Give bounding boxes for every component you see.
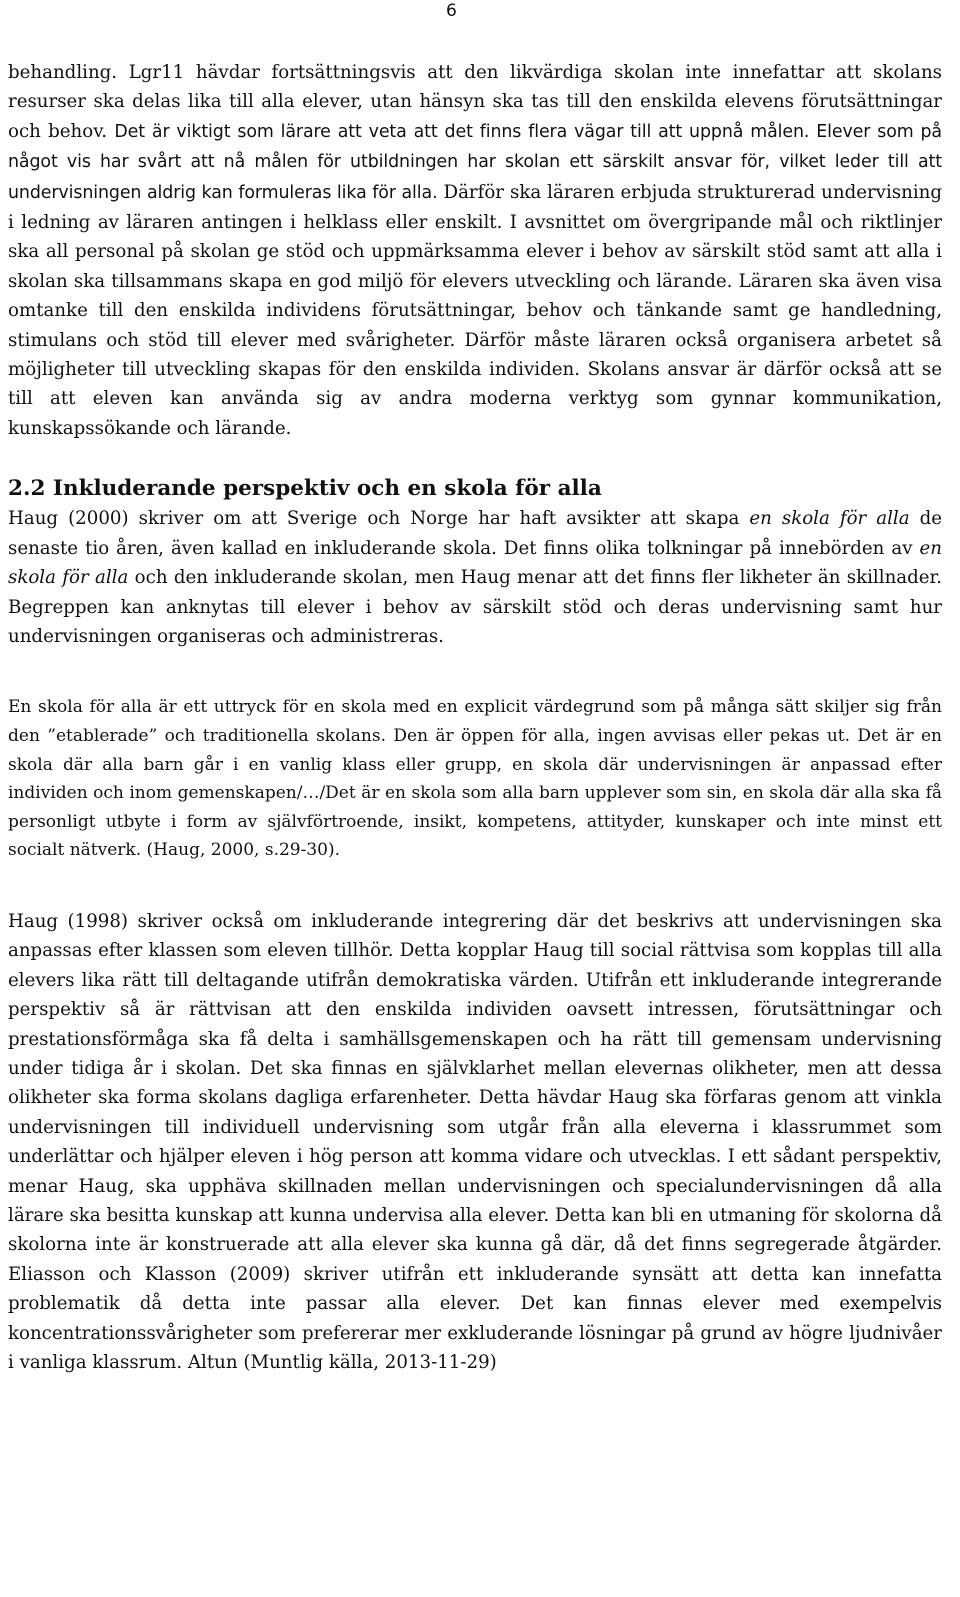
paragraph-haug-2000 (8, 504, 942, 651)
paragraph-1-sentence-1: behandling. Lgr11 hävdar fortsättningsvis att den likvärdiga skolan inte innefattar att skolans resurser ska delas lika till alla elever, utan hänsyn ska tas till den enskilda elevens förutsättningar och behov. (8, 62, 942, 142)
paragraph-1-sans-passage: Det är viktigt som lärare att veta att det finns flera vägar till att uppnå målen. Elever som på något vis har svårt att nå målen för utbildningen har skolan ett särskilt ansvar för, vilket leder till att undervisningen aldrig kan formuleras lika för alla. (8, 121, 942, 203)
paragraph-2-text-1: Haug (2000) skriver om att Sverige och Norge har haft avsikter att skapa (8, 508, 750, 530)
paragraph-2-text-2: de senaste tio åren, även kallad en inkluderande skola. Det finns olika tolkningar på innebörden av (8, 508, 942, 559)
paragraph-2-text-3: och den inkluderande skolan, men Haug menar att det finns fler likheter än skillnader. Begreppen kan anknytas till elever i behov av särskilt stöd och deras undervisning samt hur undervisningen organiseras och administreras. (8, 567, 943, 647)
paragraph-2-emphasis-2: en skola för alla (8, 537, 942, 589)
paragraph-2-emphasis-1: en skola för alla (749, 508, 910, 530)
paragraph-1-rest: Därför ska läraren erbjuda strukturerad undervisning i ledning av läraren antingen i helklass eller enskilt. I avsnittet om övergripande mål och riktlinjer ska all personal på skolan ge stöd och uppmärksamma elever i behov av särskilt stöd samt att alla i skolan ska tillsammans skapa en god miljö för elevers utveckling och lärande. Läraren ska även visa omtanke till den enskilda individens förutsättningar, behov och tänkande samt ge handledning, stimulans och stöd till elever med svårigheter. Därför måste läraren också organisera arbetet så möjligheter till utveckling skapas för den enskilda individen. Skolans ansvar är därför också att se till att eleven kan använda sig av andra moderna verktyg som gynnar kommunikation, kunskapssökande och lärande. (8, 181, 942, 439)
block-quote: En skola för alla är ett uttryck för en skola med en explicit värdegrund som på många sätt skiljer sig från den ”etablerade” och traditionella skolans. Den är öppen för alla, ingen avvisas eller pekas ut. Det är en skola där alla barn går i en vanlig klass eller grupp, en skola där undervisningen är anpassad efter individen och inom gemenskapen/…/Det är en skola som alla barn upplever som sin, en skola där alla ska få personligt utbyte i form av självförtroende, insikt, kompetens, attityder, kunskaper och inte minst ett socialt nätverk. (Haug, 2000, s.29-30). (8, 697, 942, 861)
section-heading: 2.2 Inkluderande perspektiv och en skola för alla (8, 476, 602, 502)
paragraph-equal-school (8, 58, 942, 443)
page-number: 6 (446, 1, 457, 21)
paragraph-haug-1998: Haug (1998) skriver också om inkluderande integrering där det beskrivs att undervisningen ska anpassas efter klassen som eleven tillhör. Detta kopplar Haug till social rättvisa som kopplas till alla elevers lika rätt till deltagande utifrån demokratiska värden. Utifrån ett inkluderande integrerande perspektiv så är rättvisan att den enskilda individen oavsett intressen, förutsättningar och prestationsförmåga ska få delta i samhällsgemenskapen och ha rätt till gemensam undervisning under tidiga år i skolan. Det ska finnas en självklarhet mellan elevernas olikheter, men att dessa olikheter ska forma skolans dagliga erfarenheter. Detta hävdar Haug ska förfaras genom att vinkla undervisningen till individuell undervisning som utgår från alla eleverna i klassrummet som underlättar och hjälper eleven i hög person att komma vidare och utvecklas. I ett sådant perspektiv, menar Haug, ska upphäva skillnaden mellan undervisningen och specialundervisningen då alla lärare ska besitta kunskap att kunna undervisa alla elever. Detta kan bli en utmaning för skolorna då skolorna inte är konstruerade att alla elever ska kunna gå där, då det finns segregerade åtgärder. Eliasson och Klasson (2009) skriver utifrån ett inkluderande synsätt att detta kan innefatta problematik då detta inte passar alla elever. Det kan finnas elever med exempelvis koncentrationssvårigheter som prefererar mer exkluderande lösningar på grund av högre ljudnivåer i vanliga klassrum. Altun (Muntlig källa, 2013-11-29) (8, 910, 942, 1373)
